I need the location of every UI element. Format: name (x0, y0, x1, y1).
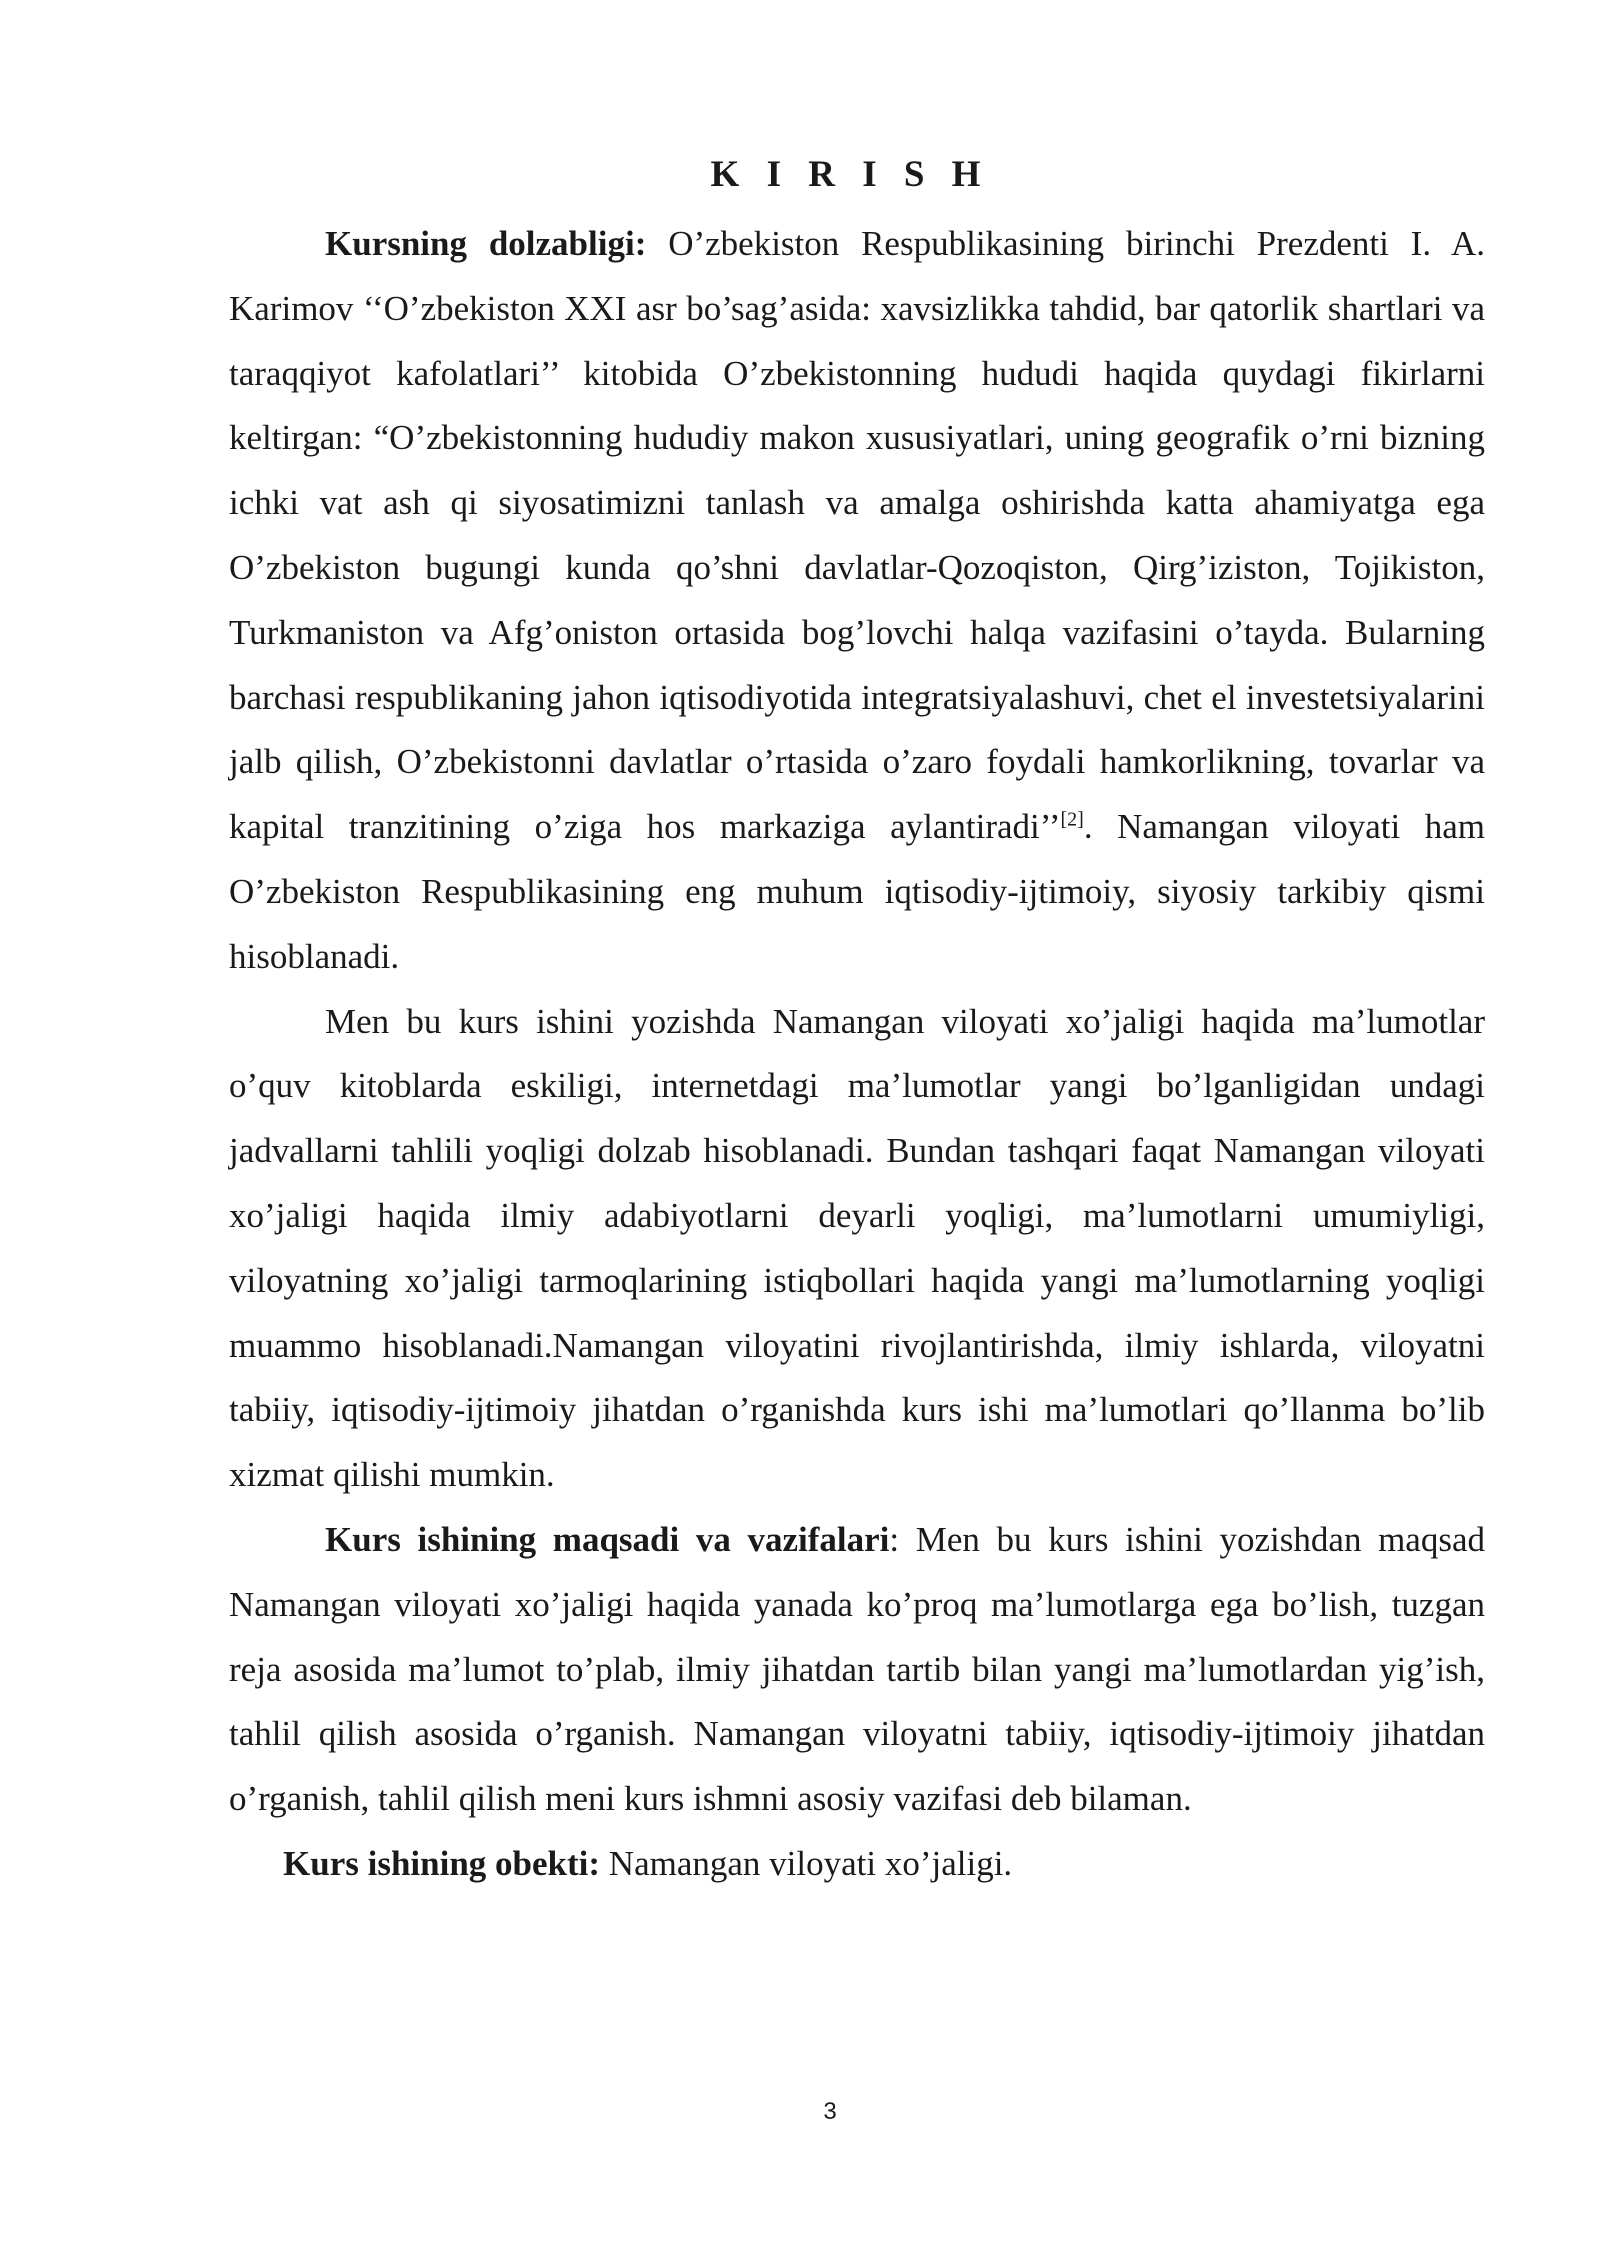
paragraph-relevance (229, 212, 1485, 990)
page-number: 3 (823, 2098, 837, 2125)
paragraph-object (229, 1832, 1485, 1897)
goals-text: : Men bu kurs ishini yozishdan maqsad Namangan viloyati xo’jaligi haqida yanada ko’proq ma’lumotlarga ega bo’lish, tuzgan reja asosida ma’lumot to’plab, ilmiy jihatdan tartib bilan yangi ma’lumotlardan yig’ish, tahlil qilish asosida o’rganish. Namangan viloyatni tabiiy, iqtisodiy-ijtimoiy jihatdan o’rganish, tahlil qilish meni kurs ishmni asosiy vazifasi deb bilaman. (229, 1519, 1485, 1819)
footnote-reference[interactable]: [2] (1060, 808, 1084, 831)
body-text (229, 212, 1485, 1897)
relevance-text-part-1: O’zbekiston Respublikasining birinchi Prezdenti I. A. Karimov ‘‘O’zbekiston XXI asr bo’sag’asida: xavsizlikka tahdid, bar qatorlik shartlari va taraqqiyot kafolatlari’’ kitobida O’zbekistonning hududi haqida quydagi fikirlarni keltirgan: “O’zbekistonning hududiy makon xususiyatlari, uning geografik o’rni bizning ichki vat ash qi siyosatimizni tanlash va amalga oshirishda katta ahamiyatga ega O’zbekiston bugungi kunda qo’shni davlatlar-Qozoqiston, Qirg’iziston, Tojikiston, Turkmaniston va Afg’oniston ortasida bog’lovchi halqa vazifasini o’tayda. Bularning barchasi respublikaning jahon iqtisodiyotida integratsiyalashuvi, chet el investetsiyalarini jalb qilish, O’zbekistonni davlatlar o’rtasida o’zaro foydali hamkorlikning, tovarlar va kapital tranzitining o’ziga hos markaziga aylantiradi’’ (229, 224, 1485, 847)
paragraph-goals (229, 1508, 1485, 1832)
object-heading: Kurs ishining obekti: (283, 1843, 601, 1883)
paragraph-problem (229, 990, 1485, 1508)
relevance-heading: Kursning dolzabligi: (325, 224, 647, 263)
object-text: Namangan viloyati xo’jaligi. (600, 1843, 1013, 1883)
page-title: K I R I S H (710, 154, 990, 195)
problem-text: Men bu kurs ishini yozishda Namangan viloyati xo’jaligi haqida ma’lumotlar o’quv kitoblarda eskiligi, internetdagi ma’lumotlar yangi bo’lganligidan undagi jadvallarni tahlili yoqligi dolzab hisoblanadi. Bundan tashqari faqat Namangan viloyati xo’jaligi haqida ilmiy adabiyotlarni deyarli yoqligi, ma’lumotlarni umumiyligi, viloyatning xo’jaligi tarmoqlarining istiqbollari haqida yangi ma’lumotlarning yoqligi muammo hisoblanadi.Namangan viloyatini rivojlantirishda, ilmiy ishlarda, viloyatni tabiiy, iqtisodiy-ijtimoiy jihatdan o’rganishda kurs ishi ma’lumotlari qo’llanma bo’lib xizmat qilishi mumkin. (229, 1001, 1485, 1495)
goals-heading: Kurs ishining maqsadi va vazifalari (325, 1519, 890, 1559)
relevance-text-part-2: . Namangan viloyati ham O’zbekiston Respublikasining eng muhum iqtisodiy-ijtimoiy, siyosiy tarkibiy qismi hisoblanadi. (229, 807, 1485, 976)
